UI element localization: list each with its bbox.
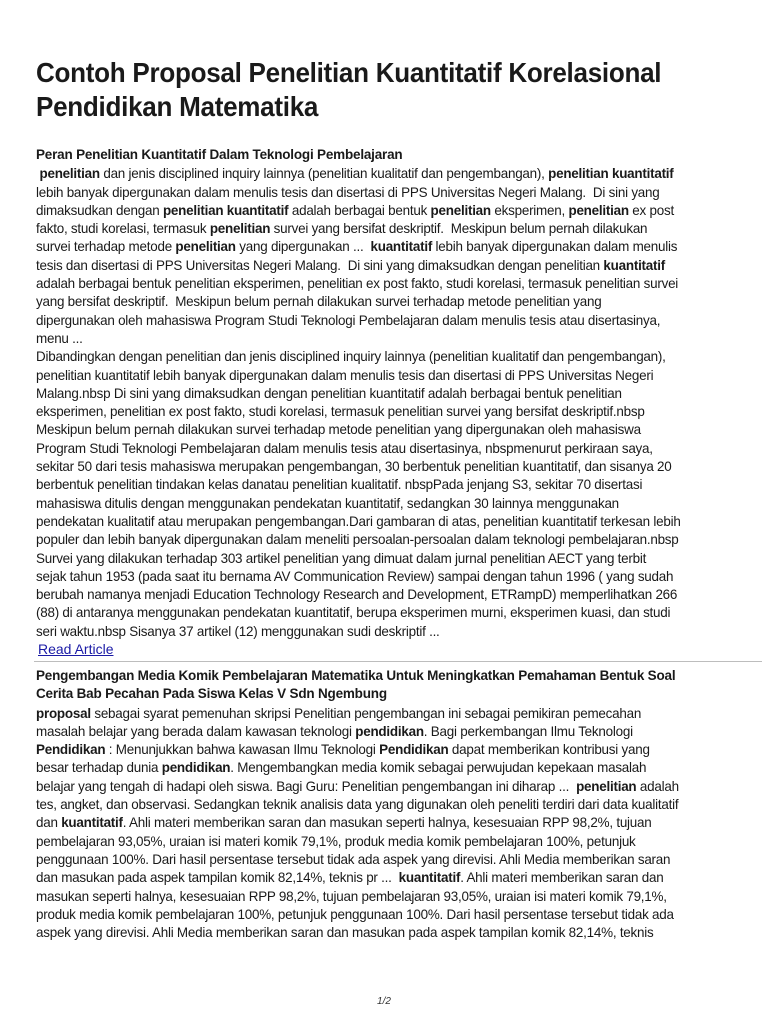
text-segment: . Mengembangkan media komik sebagai perwujudan kepekaan masalah: [230, 759, 647, 776]
bold-keyword: penelitian kuantitatif: [548, 165, 674, 182]
text-line: [36, 183, 727, 201]
text-line: [36, 758, 727, 776]
text-line: [36, 292, 727, 310]
text-line: [36, 868, 727, 886]
text-segment: berbentuk penelitian tindakan kelas danatau penelitian kualitatif. nbspPada jenjang S3, sekitar 70 disertasi: [36, 476, 643, 493]
text-segment: penggunaan 100%. Dari hasil persentase tersebut tidak ada aspek yang direvisi. Ahli Media memberikan saran: [36, 850, 671, 867]
text-line: [36, 795, 727, 813]
text-line: [36, 923, 727, 941]
article-heading: Cerita Bab Pecahan Pada Siswa Kelas V Sdn Ngembung: [36, 686, 387, 702]
text-segment: Malang.nbsp Di sini yang dimaksudkan dengan penelitian kuantitatif adalah berbagai bentuk penelitian: [36, 384, 622, 401]
text-segment: besar terhadap dunia: [36, 759, 162, 776]
text-line: [36, 722, 727, 740]
text-segment: masukan seperti halnya, kesesuaian RPP 98,2%, tujuan pembelajaran 93,05%, uraian isi materi komik 79,1%,: [36, 887, 667, 904]
text-segment: . Ahli materi memberikan saran dan: [460, 869, 664, 886]
text-segment: tes, angket, dan observasi. Sedangkan teknik analisis data yang digunakan oleh peneliti terdiri dari data kualitatif: [36, 796, 679, 813]
text-segment: : Menunjukkan bahwa kawasan Ilmu Teknologi: [105, 741, 380, 758]
text-segment: adalah berbagai bentuk: [288, 201, 431, 218]
text-segment: populer dan lebih banyak dipergunakan dalam meneliti persoalan-persoalan dalam teknologi pembelajaran.nbsp: [36, 531, 679, 548]
article-pengembangan-media-komik: [36, 667, 756, 941]
bold-keyword: penelitian kuantitatif: [162, 201, 289, 218]
text-line: [36, 740, 727, 758]
bold-keyword: pendidikan: [355, 722, 424, 739]
text-segment: mahasiswa ditulis dengan menggunakan pendekatan kuantitatif, sedangkan 30 lainnya menggunakan: [36, 494, 619, 511]
text-segment: eksperimen,: [490, 201, 569, 218]
text-segment: ex post: [628, 201, 674, 218]
text-segment: dan jenis disciplined inquiry lainnya (penelitian kualitatif dan pengembangan),: [99, 165, 549, 182]
page-title: [36, 56, 661, 124]
text-line: [36, 384, 727, 402]
text-segment: adalah: [636, 777, 679, 794]
text-segment: dapat memberikan kontribusi yang: [448, 741, 650, 758]
text-line: [36, 512, 727, 530]
text-line: [36, 887, 727, 905]
article-peran-penelitian: [36, 146, 756, 659]
text-line: [36, 420, 727, 438]
text-segment: sejak tahun 1953 (pada saat itu bernama AV Communication Review) sampai dengan tahun 1996 ( yang sudah: [36, 567, 674, 584]
text-segment: Program Studi Teknologi Pembelajaran dalam menulis tesis atau disertasinya, nbspmenurut perkiraan saya,: [36, 439, 653, 456]
title-line: Contoh Proposal Penelitian Kuantitatif Korelasional: [36, 57, 662, 88]
text-line: [36, 832, 727, 850]
text-segment: pendekatan kualitatif atau merupakan pengembangan.Dari gambaran di atas, penelitian kuantitatif terkesan lebih: [36, 512, 681, 529]
text-line: [36, 530, 727, 548]
text-segment: menu ...: [36, 329, 83, 346]
text-line: [36, 402, 727, 420]
article-heading: Peran Penelitian Kuantitatif Dalam Teknologi Pembelajaran: [36, 147, 403, 162]
text-line: [36, 457, 727, 475]
text-line: [36, 201, 727, 219]
text-line: [36, 256, 727, 274]
article-heading: Pengembangan Media Komik Pembelajaran Matematika Untuk Meningkatkan Pemahaman Bentuk Soal: [36, 668, 676, 683]
text-line: [36, 439, 727, 457]
text-line: [36, 347, 727, 365]
text-segment: penelitian kuantitatif lebih banyak dipergunakan dalam menulis tesis dan disertasi di PPS Universitas Negeri: [36, 366, 654, 383]
text-line: [36, 366, 727, 384]
text-segment: berubah namanya menjadi Education Technology Research and Development, ETRampD) memperlihatkan 266: [36, 586, 678, 603]
text-line: [36, 585, 727, 603]
text-segment: Dibandingkan dengan penelitian dan jenis disciplined inquiry lainnya (penelitian kualitatif dan pengembangan),: [36, 348, 666, 365]
text-segment: sekitar 50 dari tesis mahasiswa merupakan pengembangan, 30 berbentuk penelitian kuantitatif, dan sisanya 20: [36, 458, 672, 475]
text-line: [36, 622, 727, 640]
bold-keyword: penelitian: [576, 777, 637, 794]
bold-keyword: kuantitatif: [603, 256, 665, 273]
bold-keyword: kuantitatif: [370, 238, 433, 255]
title-line: Pendidikan Matematika: [36, 91, 319, 122]
text-segment: sebagai syarat pemenuhan skripsi Penelitian pengembangan ini sebagai pemikiran pemecahan: [90, 704, 642, 721]
text-segment: masalah belajar yang berada dalam kawasan teknologi: [36, 722, 356, 739]
text-segment: . Ahli materi memberikan saran dan masukan seperti halnya, kesesuaian RPP 98,2%, tujuan: [122, 814, 652, 831]
bold-keyword: kuantitatif: [398, 869, 461, 886]
bold-keyword: penelitian: [39, 165, 100, 182]
text-line: [36, 603, 727, 621]
bold-keyword: penelitian: [430, 201, 491, 218]
text-segment: yang dipergunakan ...: [235, 238, 371, 255]
divider: [34, 661, 762, 662]
bold-keyword: penelitian: [175, 238, 236, 255]
text-line: [36, 905, 727, 923]
text-segment: yang bersifat deskriptif. Meskipun belum pernah dilakukan survei terhadap metode penelitian yang: [36, 293, 602, 310]
text-segment: survei yang bersifat deskriptif. Meskipun belum pernah dilakukan: [270, 220, 648, 237]
text-segment: belajar yang tengah di hadapi oleh siswa. Bagi Guru: Penelitian pengembangan ini diharap ...: [36, 777, 577, 794]
text-line: [36, 813, 727, 831]
bold-keyword: pendidikan: [161, 759, 231, 776]
bold-keyword: Pendidikan: [379, 741, 449, 758]
bold-keyword: proposal: [36, 704, 91, 721]
text-segment: Meskipun belum pernah dilakukan survei terhadap metode penelitian yang dipergunakan oleh mahasiswa: [36, 421, 641, 438]
text-line: [36, 549, 727, 567]
text-segment: (88) di antaranya menggunakan pendekatan kuantitatif, berupa eksperimen murni, eksperimen kuasi, dan studi: [36, 604, 671, 621]
article-body: [36, 164, 756, 640]
text-segment: pembelajaran 93,05%, uraian isi materi komik 79,1%, produk media komik pembelajaran 100%, petunjuk: [36, 832, 636, 849]
text-segment: dan masukan pada aspek tampilan komik 82,14%, teknis pr ...: [36, 869, 399, 886]
bold-keyword: penelitian: [209, 220, 271, 237]
text-line: [36, 850, 727, 868]
page-number: 1/2: [377, 996, 391, 1007]
text-line: [36, 219, 727, 237]
text-segment: Survei yang dilakukan terhadap 303 artikel penelitian yang dimuat dalam jurnal penelitian AECT yang terbit: [36, 549, 647, 566]
text-line: [36, 311, 727, 329]
text-segment: . Bagi perkembangan Ilmu Teknologi: [423, 722, 633, 739]
bold-keyword: penelitian: [568, 201, 629, 218]
text-line: [36, 164, 727, 182]
text-segment: lebih banyak dipergunakan dalam menulis tesis dan disertasi di PPS Universitas Negeri Malang. Di sini yang: [36, 183, 660, 200]
text-segment: dan: [36, 814, 62, 831]
text-segment: produk media komik pembelajaran 100%, petunjuk penggunaan 100%. Dari hasil persentase tersebut tidak ada: [36, 905, 674, 922]
bold-keyword: kuantitatif: [61, 814, 123, 831]
text-line: [36, 475, 727, 493]
text-segment: dimaksudkan dengan: [36, 201, 163, 218]
text-segment: aspek yang direvisi. Ahli Media memberikan saran dan masukan pada aspek tampilan komik 82,14%, teknis: [36, 924, 654, 941]
text-segment: fakto, studi korelasi, termasuk: [36, 220, 210, 237]
read-article-link[interactable]: Read Article: [38, 641, 114, 658]
text-line: [36, 237, 727, 255]
bold-keyword: Pendidikan: [36, 741, 106, 758]
text-segment: eksperimen, penelitian ex post fakto, studi korelasi, termasuk penelitian survei yang bersifat deskriptif.nbsp: [36, 403, 645, 420]
text-line: [36, 494, 727, 512]
text-line: [36, 567, 727, 585]
text-segment: dipergunakan oleh mahasiswa Program Studi Teknologi Pembelajaran dalam menulis tesis atau disertasinya,: [36, 311, 661, 328]
text-line: [36, 274, 727, 292]
text-segment: survei terhadap metode: [36, 238, 176, 255]
article-body: [36, 704, 756, 942]
text-line: [36, 777, 727, 795]
text-segment: adalah berbagai bentuk penelitian eksperimen, penelitian ex post fakto, studi korelasi, termasuk penelitian survei: [36, 275, 679, 292]
text-line: [36, 704, 727, 722]
text-segment: seri waktu.nbsp Sisanya 37 artikel (12) menggunakan sudi deskriptif ...: [36, 622, 440, 639]
text-segment: tesis dan disertasi di PPS Universitas Negeri Malang. Di sini yang dimaksudkan dengan penelitian: [36, 256, 604, 273]
text-segment: lebih banyak dipergunakan dalam menulis: [432, 238, 678, 255]
text-line: [36, 329, 727, 347]
